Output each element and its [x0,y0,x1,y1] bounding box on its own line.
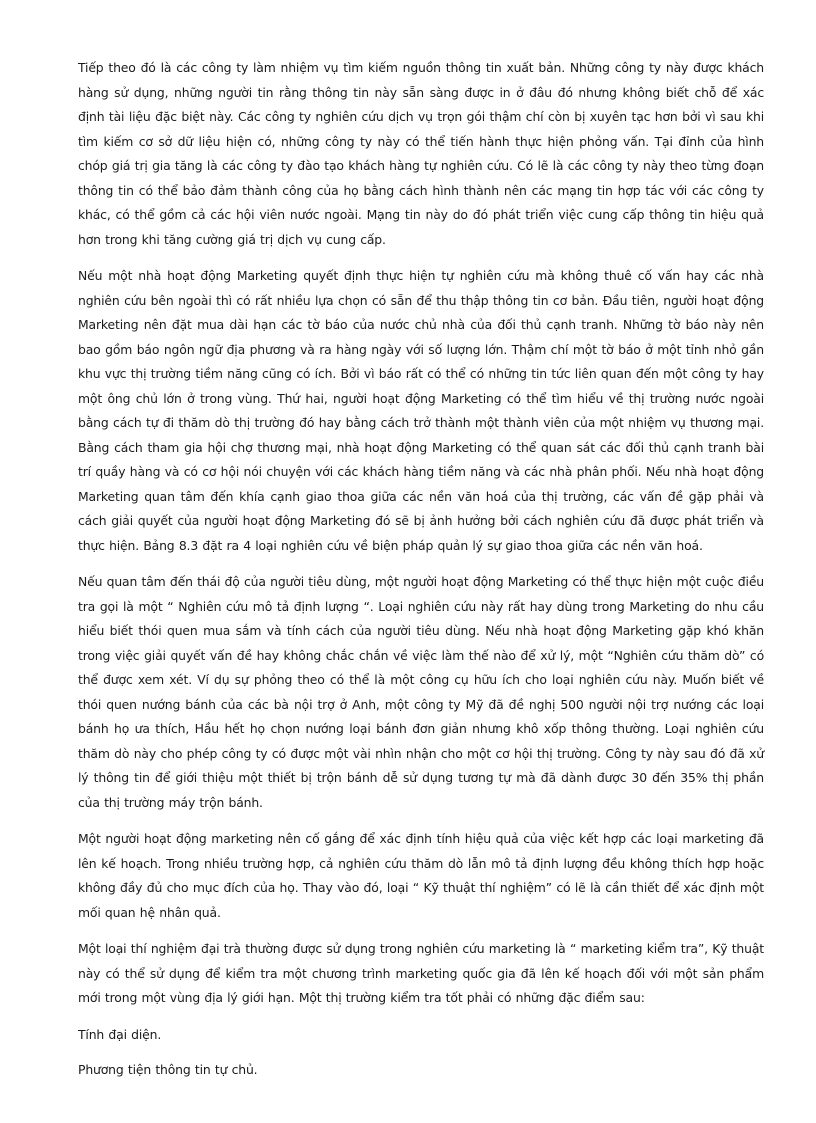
paragraph-consumer-attitude: Nếu quan tâm đến thái độ của người tiêu dùng, một người hoạt động Marketing có thể thực hiện một cuộc điều tra gọi là một “ Nghiên cứu mô tả định lượng “. Loại nghiên cứu này rất hay dùng trong Marketing do nhu cầu hiểu biết thói quen mua sắm và tính cách của người tiêu dùng. Nếu nhà hoạt động Marketing gặp khó khăn trong việc giải quyết vấn đề hay không chắc chắn về việc làm thế nào để xử lý, một “Nghiên cứu thăm dò” có thể được xem xét. Ví dụ sự phỏng theo có thể là một công cụ hữu ích cho loại nghiên cứu này. Muốn biết về thói quen nướng bánh của các bà nội trợ ở Anh, một công ty Mỹ đã đề nghị 500 người nội trợ nướng các loại bánh họ ưa thích, Hầu hết họ chọn nướng loại bánh đơn giản nhưng khô xốp thông thường. Loại nghiên cứu thăm dò này cho phép công ty có được một vài nhìn nhận cho một cơ hội thị trường. Công ty này sau đó đã xử lý thông tin để giới thiệu một thiết bị trộn bánh dễ sử dụng tương tự mà đã dành được 30 đến 35% thị phần của thị trường máy trộn bánh. [78,574,764,810]
paragraph-experimental-technique: Một người hoạt động marketing nên cố gắng để xác định tính hiệu quả của việc kết hợp các loại marketing đã lên kế hoạch. Trong nhiều trường hợp, cả nghiên cứu thăm dò lẫn mô tả định lượng đều không thích hợp hoặc không đầy đủ cho mục đích của họ. Thay vào đó, loại “ Kỹ thuật thí nghiệm” có lẽ là cần thiết để xác định một mối quan hệ nhân quả. [78,831,764,920]
paragraph-self-research: Nếu một nhà hoạt động Marketing quyết định thực hiện tự nghiên cứu mà không thuê cố vấn hay các nhà nghiên cứu bên ngoài thì có rất nhiều lựa chọn có sẵn để thu thập thông tin cơ bản. Đầu tiên, người hoạt động Marketing nên đặt mua dài hạn các tờ báo của nước chủ nhà của đối thủ cạnh tranh. Những tờ báo này nên bao gồm báo ngôn ngữ địa phương và ra hàng ngày với số lượng lớn. Thậm chí một tờ báo ở một tỉnh nhỏ gần khu vực thị trường tiềm năng cũng có ích. Bởi vì báo rất có thể có những tin tức liên quan đến một công ty hay một ông chủ lớn ở trong vùng. Thứ hai, người hoạt động Marketing có thể tìm hiểu về thị trường nước ngoài bằng cách tự đi thăm dò thị trường đó hay bằng cách trở thành một thành viên của một nhiệm vụ thương mại. Bằng cách tham gia hội chợ thương mại, nhà hoạt động Marketing có thể quan sát các đối thủ cạnh tranh bài trí quầy hàng và có cơ hội nói chuyện với các khách hàng tiềm năng và các nhà phân phối. Nếu nhà hoạt động Marketing quan tâm đến khía cạnh giao thoa giữa các nền văn hoá của thị trường, các vấn đề gặp phải và cách giải quyết của người hoạt động Marketing đó sẽ bị ảnh hưởng bởi cách nghiên cứu đã được phát triển và thực hiện. Bảng 8.3 đặt ra 4 loại nghiên cứu về biện pháp quản lý sự giao thoa giữa các nền văn hoá. [78,268,764,553]
document-page [78,56,764,1094]
paragraph-publishing-search-companies: Tiếp theo đó là các công ty làm nhiệm vụ tìm kiếm nguồn thông tin xuất bản. Những công ty này được khách hàng sử dụng, những người tin rằng thông tin này sẵn sàng được in ở đâu đó nhưng không biết chỗ để xác định tài liệu đặc biệt này. Các công ty nghiên cứu dịch vụ trọn gói thậm chí còn bị xuyên tạc hơn bởi vì sau khi tìm kiếm cơ sở dữ liệu hiện có, những công ty này có thể tiến hành thực hiện phỏng vấn. Tại đỉnh của hình chóp giá trị gia tăng là các công ty đào tạo khách hàng tự nghiên cứu. Có lẽ là các công ty này theo từng đoạn thông tin có thể bảo đảm thành công của họ bằng cách hình thành nên các mạng tin hợp tác với các công ty khác, có thể gồm cả các hội viên nước ngoài. Mạng tin này do đó phát triển việc cung cấp thông tin hiệu quả hơn trong khi tăng cường giá trị dịch vụ cung cấp. [78,60,764,247]
list-item-media-autonomy: Phương tiện thông tin tự chủ. [78,1062,258,1077]
paragraph-test-marketing: Một loại thí nghiệm đại trà thường được sử dụng trong nghiên cứu marketing là “ marketing kiểm tra”, Kỹ thuật này có thể sử dụng để kiểm tra một chương trình marketing quốc gia đã lên kế hoạch đối với một sản phẩm mới trong một vùng địa lý giới hạn. Một thị trường kiểm tra tốt phải có những đặc điểm sau: [78,941,764,1005]
list-item-representativeness: Tính đại diện. [78,1026,162,1042]
